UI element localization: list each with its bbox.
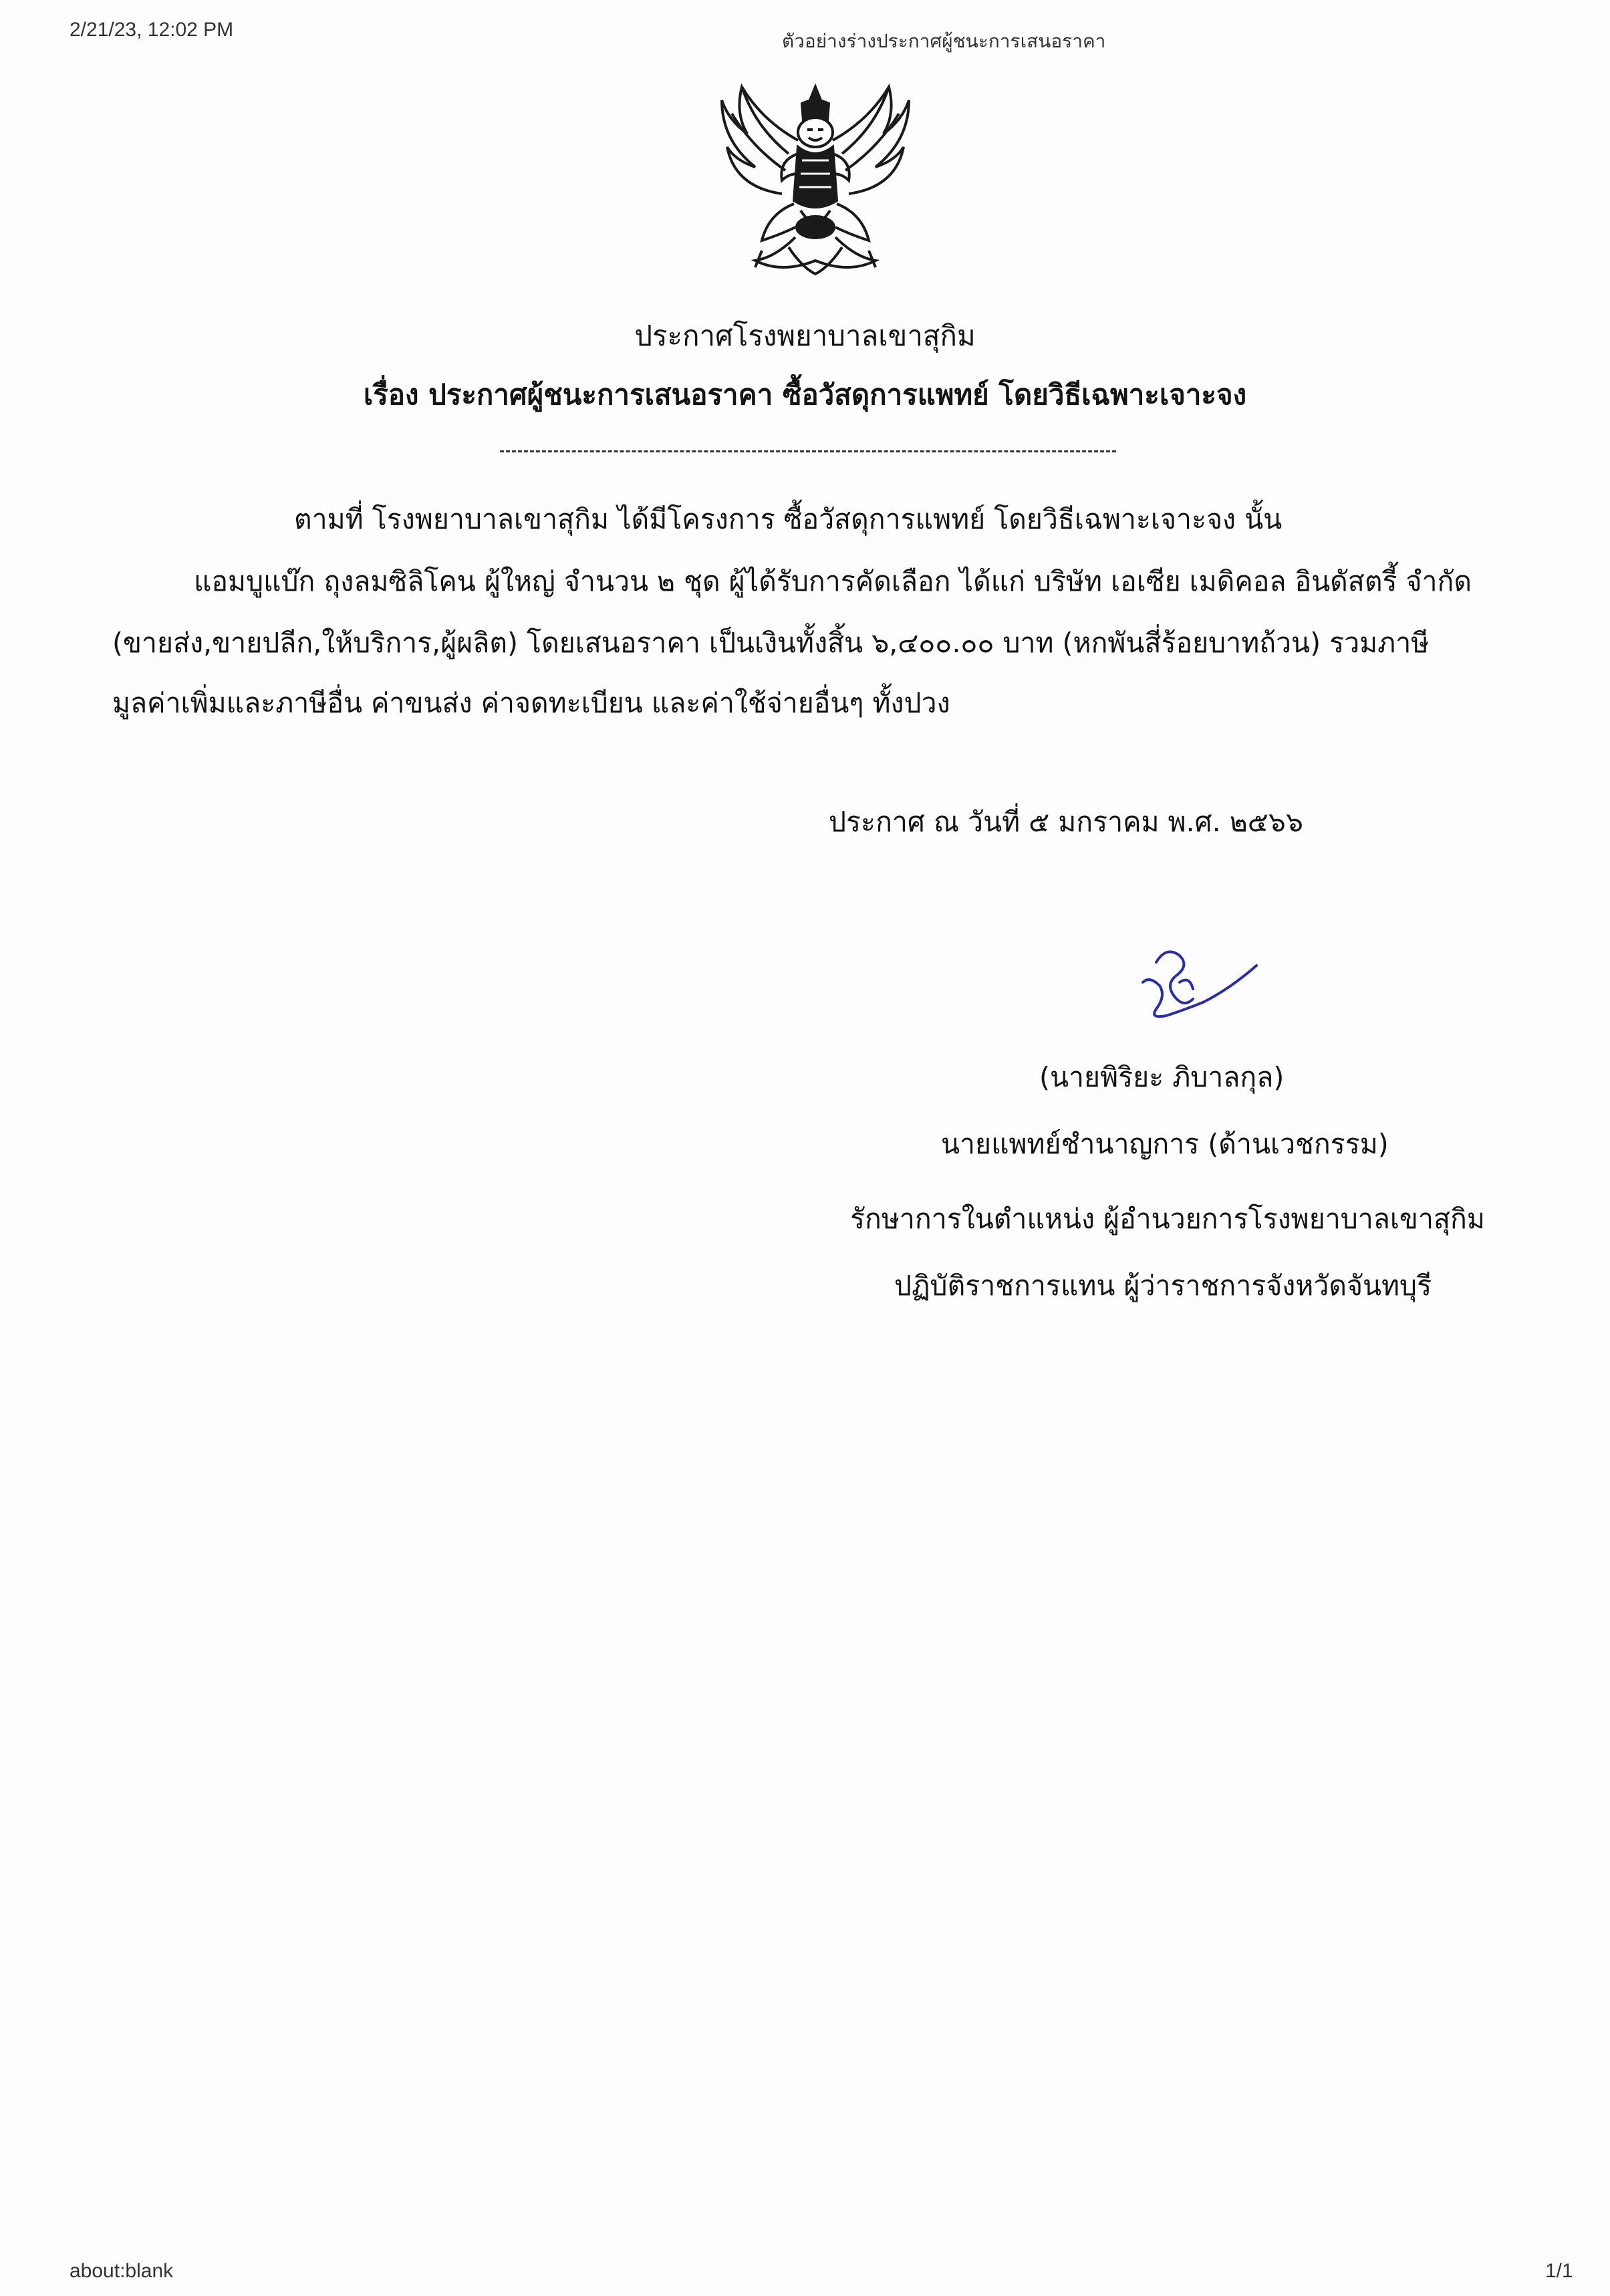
signature-icon xyxy=(1129,936,1263,1029)
print-url: about:blank xyxy=(70,2260,174,2282)
dashed-divider xyxy=(500,450,1116,452)
print-timestamp: 2/21/23, 12:02 PM xyxy=(70,19,234,41)
signatory-position-1: นายแพทย์ชำนาญการ (ด้านเวชกรรม) xyxy=(941,1128,1389,1160)
body-line-1: ตามที่ โรงพยาบาลเขาสุกิม ได้มีโครงการ ซื้อวัสดุการแพทย์ โดยวิธีเฉพาะเจาะจง นั้น xyxy=(294,503,1283,535)
announcement-subject: เรื่อง ประกาศผู้ชนะการเสนอราคา ซื้อวัสดุการแพทย์ โดยวิธีเฉพาะเจาะจง xyxy=(363,378,1247,411)
announcement-issuer: ประกาศโรงพยาบาลเขาสุกิม xyxy=(634,319,976,352)
print-page-number: 1/1 xyxy=(1545,2260,1573,2282)
signatory-position-2: รักษาการในตำแหน่ง ผู้อำนวยการโรงพยาบาลเขาสุกิม xyxy=(850,1203,1485,1235)
body-line-4: มูลค่าเพิ่มและภาษีอื่น ค่าขนส่ง ค่าจดทะเบียน และค่าใช้จ่ายอื่นๆ ทั้งปวง xyxy=(112,687,950,719)
signatory-name: (นายพิริยะ ภิบาลกุล) xyxy=(1039,1061,1285,1093)
announcement-date: ประกาศ ณ วันที่ ๕ มกราคม พ.ศ. ๒๕๖๖ xyxy=(829,806,1303,838)
body-line-2: แอมบูแบ๊ก ถุงลมซิลิโคน ผู้ใหญ่ จำนวน ๒ ชุด ผู้ได้รับการคัดเลือก ได้แก่ บริษัท เอเซีย เมดิคอล อินดัสตรี้ จำกัด xyxy=(194,565,1472,597)
print-document-title: ตัวอย่างร่างประกาศผู้ชนะการเสนอราคา xyxy=(782,30,1106,52)
body-line-3: (ขายส่ง,ขายปลีก,ให้บริการ,ผู้ผลิต) โดยเสนอราคา เป็นเงินทั้งสิ้น ๖,๔๐๐.๐๐ บาท (หกพันสี่ร้อยบาทถ้วน) รวมภาษี xyxy=(112,627,1430,659)
garuda-emblem-icon xyxy=(715,74,916,294)
signatory-position-3: ปฏิบัติราชการแทน ผู้ว่าราชการจังหวัดจันทบุรี xyxy=(894,1270,1432,1302)
